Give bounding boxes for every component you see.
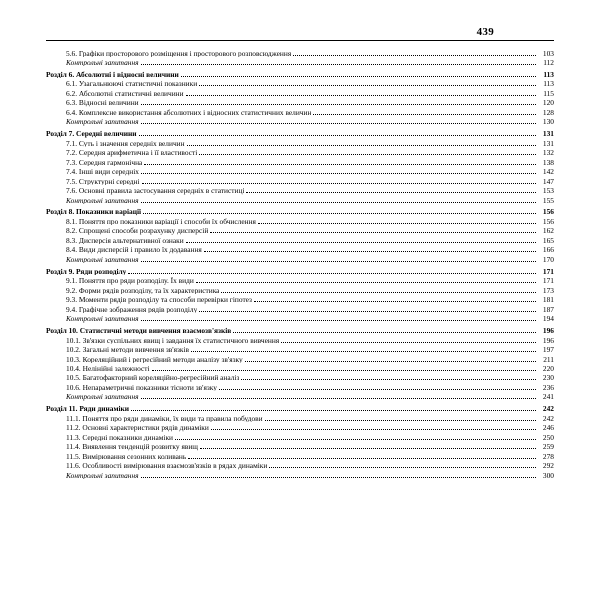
toc-entry-label: 10.5. Багатофакторний кореляційно-регресійний аналіз <box>66 374 240 382</box>
toc-entry-row[interactable] <box>46 80 554 89</box>
toc-entry-page: 196 <box>542 335 554 345</box>
toc-entry-page: 166 <box>542 245 554 255</box>
toc-entry-label: Контрольні запитання <box>66 59 139 67</box>
toc-entry-page: 211 <box>543 354 554 364</box>
header-rule <box>46 40 554 41</box>
toc-entry-label: Розділ 8. Показники варіації <box>46 208 142 216</box>
toc-entry-row[interactable] <box>46 227 554 236</box>
toc-leader-dots <box>233 332 536 333</box>
toc-leader-dots <box>199 85 536 86</box>
toc-entry-page: 156 <box>542 207 554 217</box>
toc-leader-dots <box>141 104 536 105</box>
toc-entry-label: 11.2. Основні характеристики рядів динаміки <box>66 424 209 432</box>
toc-entry-page: 236 <box>542 382 554 392</box>
toc-chapter-row[interactable] <box>46 70 554 79</box>
toc-leader-dots <box>144 164 536 165</box>
toc-entry-row[interactable] <box>46 149 554 158</box>
toc-entry-page: 112 <box>543 58 554 68</box>
toc-entry-page: 241 <box>542 392 554 402</box>
toc-chapter-row[interactable] <box>46 208 554 217</box>
toc-entry-page: 138 <box>542 157 554 167</box>
toc-entry-page: 181 <box>542 295 554 305</box>
toc-leader-dots <box>246 192 536 193</box>
toc-leader-dots <box>187 145 536 146</box>
toc-entry-page: 131 <box>542 129 554 139</box>
toc-entry-row[interactable] <box>46 433 554 442</box>
toc-entry-page: 173 <box>542 285 554 295</box>
toc-entry-row[interactable] <box>46 414 554 423</box>
toc-entry-row[interactable] <box>46 443 554 452</box>
toc-entry-row[interactable] <box>46 255 554 264</box>
toc-leader-dots <box>241 379 536 380</box>
toc-leader-dots <box>196 282 536 283</box>
toc-leader-dots <box>141 320 536 321</box>
toc-entry-label: Контрольні запитання <box>66 196 139 204</box>
toc-leader-dots <box>142 183 536 184</box>
toc-entry-row[interactable] <box>46 89 554 98</box>
toc-entry-row[interactable] <box>46 452 554 461</box>
toc-entry-label: Розділ 9. Ряди розподілу <box>46 267 127 276</box>
toc-leader-dots <box>141 123 536 124</box>
toc-entry-label: 8.4. Види дисперсій і правило їх додавання <box>66 246 202 254</box>
toc-entry-page: 113 <box>543 69 554 79</box>
toc-leader-dots <box>141 261 536 262</box>
toc-leader-dots <box>131 410 536 411</box>
toc-entry-label: 6.3. Відносні величини <box>66 99 139 107</box>
toc-entry-label: 10.4. Нелінійні залежності <box>66 365 150 373</box>
toc-leader-dots <box>141 477 536 478</box>
toc-entry-page: 147 <box>542 176 554 186</box>
toc-leader-dots <box>269 467 536 468</box>
toc-entry-page: 259 <box>542 442 554 452</box>
toc-entry-row[interactable] <box>46 393 554 402</box>
toc-entry-page: 194 <box>542 314 554 324</box>
toc-entry-page: 170 <box>542 254 554 264</box>
toc-entry-page: 103 <box>542 48 554 58</box>
toc-entry-row[interactable] <box>46 277 554 286</box>
toc-entry-row[interactable] <box>46 196 554 205</box>
toc-entry-row[interactable] <box>46 246 554 255</box>
toc-entry-page: 120 <box>542 98 554 108</box>
toc-entry-label: 8.1. Поняття про показники варіації і способи їх обчислення <box>66 217 256 226</box>
toc-entry-row[interactable] <box>46 217 554 226</box>
toc-chapter-row[interactable] <box>46 405 554 414</box>
toc-entry-row[interactable] <box>46 49 554 58</box>
toc-entry-label: 9.4. Графічне зображення рядів розподілу <box>66 305 198 314</box>
toc-entry-page: 230 <box>542 373 554 383</box>
toc-entry-label: 10.2. Загальні методи вивчення зв'язків <box>66 346 190 354</box>
toc-leader-dots <box>141 202 536 203</box>
toc-entry-row[interactable] <box>46 471 554 480</box>
toc-entry-label: 7.4. Інші види середніх <box>66 168 139 176</box>
toc-leader-dots <box>254 301 536 302</box>
toc-leader-dots <box>188 458 536 459</box>
toc-entry-label: 11.3. Середні показники динаміки <box>66 433 174 442</box>
toc-chapter-row[interactable] <box>46 267 554 276</box>
toc-entry-row[interactable] <box>46 99 554 108</box>
toc-leader-dots <box>199 154 536 155</box>
toc-entry-page: 292 <box>542 461 554 471</box>
toc-entry-row[interactable] <box>46 315 554 324</box>
toc-entry-label: 6.2. Абсолютні статистичні величини <box>66 89 184 98</box>
toc-entry-label: Розділ 11. Ряди динаміки <box>46 405 130 413</box>
toc-entry-label: 6.1. Узагальнюючі статистичні показники <box>66 80 198 88</box>
toc-leader-dots <box>181 76 536 77</box>
toc-entry-page: 278 <box>542 451 554 461</box>
toc-chapter-row[interactable] <box>46 327 554 336</box>
toc-entry-label: 11.6. Особливості вимірювання взаємозв'язків в рядах динаміки <box>66 462 268 470</box>
toc-entry-page: 130 <box>542 117 554 127</box>
toc-entry-row[interactable] <box>46 296 554 305</box>
toc-entry-row[interactable] <box>46 118 554 127</box>
toc-entry-page: 128 <box>542 107 554 117</box>
toc-entry-label: Контрольні запитання <box>66 393 139 401</box>
toc-leader-dots <box>281 342 536 343</box>
toc-entry-label: 7.2. Середня арифметична і її властивості <box>66 149 198 157</box>
toc-leader-dots <box>210 232 536 233</box>
toc-leader-dots <box>141 173 536 174</box>
toc-entry-row[interactable] <box>46 177 554 186</box>
toc-entry-label: 10.1. Зв'язки суспільних явищ і завдання їх статистичного вивчення <box>66 336 280 344</box>
toc-entry-label: 7.3. Середня гармонічна <box>66 158 143 167</box>
toc-entry-label: 10.3. Кореляційний і регресійний методи аналізу зв'язку <box>66 355 243 363</box>
toc-entry-row[interactable] <box>46 58 554 67</box>
toc-leader-dots <box>245 361 536 362</box>
toc-entry-label: Розділ 7. Середні величини <box>46 130 137 138</box>
toc-entry-row[interactable] <box>46 424 554 433</box>
toc-leader-dots <box>186 95 536 96</box>
toc-entry-label: 7.1. Суть і значення середніх величин <box>66 139 185 148</box>
toc-entry-row[interactable] <box>46 108 554 117</box>
toc-entry-row[interactable] <box>46 345 554 354</box>
toc-entry-row[interactable] <box>46 139 554 148</box>
toc-entry-label: Контрольні запитання <box>66 315 139 323</box>
toc-entry-row[interactable] <box>46 462 554 471</box>
table-of-contents <box>46 49 554 481</box>
toc-entry-label: 11.5. Вимірювання сезонних коливань <box>66 452 187 461</box>
toc-entry-label: Контрольні запитання <box>66 471 139 480</box>
toc-entry-label: 11.4. Виявлення тенденцій розвитку явищ <box>66 443 198 451</box>
toc-entry-row[interactable] <box>46 336 554 345</box>
toc-leader-dots <box>221 292 536 293</box>
toc-entry-page: 242 <box>542 404 554 414</box>
toc-entry-page: 142 <box>542 167 554 177</box>
toc-entry-page: 220 <box>542 364 554 373</box>
toc-entry-label: 8.2. Спрощені способи розрахунку дисперсій <box>66 227 209 235</box>
toc-entry-label: 7.5. Структурні середні <box>66 177 140 186</box>
toc-entry-page: 197 <box>542 345 554 355</box>
toc-entry-label: 8.3. Дисперсія альтернативної ознаки <box>66 236 184 245</box>
toc-entry-label: 10.6. Непараметричні показники тісноти зв'язку <box>66 383 217 392</box>
toc-entry-page: 246 <box>542 423 554 433</box>
toc-entry-label: 11.1. Поняття про ряди динаміки, їх види та правила побудови <box>66 414 263 423</box>
toc-leader-dots <box>175 439 536 440</box>
toc-entry-row[interactable] <box>46 374 554 383</box>
toc-entry-page: 131 <box>542 138 554 148</box>
toc-entry-label: 7.6. Основні правила застосування середніх в статистиці <box>66 187 245 195</box>
toc-entry-row[interactable] <box>46 286 554 295</box>
toc-entry-page: 155 <box>542 195 554 205</box>
toc-entry-label: Розділ 10. Статистичні методи вивчення взаємозв'язків <box>46 327 232 335</box>
toc-leader-dots <box>152 370 536 371</box>
toc-entry-label: 5.6. Графіки просторового розміщення і просторового розповсюдження <box>66 49 292 57</box>
toc-entry-row[interactable] <box>46 364 554 373</box>
toc-entry-page: 115 <box>543 88 554 98</box>
toc-chapter-row[interactable] <box>46 130 554 139</box>
toc-leader-dots <box>204 251 536 252</box>
toc-leader-dots <box>313 114 536 115</box>
toc-leader-dots <box>200 448 536 449</box>
page-number: 439 <box>476 26 494 38</box>
toc-entry-page: 153 <box>542 186 554 196</box>
toc-leader-dots <box>141 64 536 65</box>
toc-leader-dots <box>265 420 536 421</box>
toc-entry-page: 113 <box>543 79 554 89</box>
toc-leader-dots <box>211 429 536 430</box>
toc-leader-dots <box>139 135 536 136</box>
toc-entry-row[interactable] <box>46 305 554 314</box>
toc-leader-dots <box>258 223 536 224</box>
toc-leader-dots <box>141 398 536 399</box>
toc-entry-page: 196 <box>542 326 554 336</box>
toc-entry-row[interactable] <box>46 355 554 364</box>
toc-entry-row[interactable] <box>46 168 554 177</box>
toc-leader-dots <box>143 213 536 214</box>
toc-entry-label: Контрольні запитання <box>66 255 139 264</box>
toc-leader-dots <box>293 55 536 56</box>
toc-entry-page: 171 <box>542 276 554 286</box>
toc-entry-page: 165 <box>542 235 554 245</box>
toc-leader-dots <box>128 273 536 274</box>
toc-leader-dots <box>219 389 536 390</box>
toc-entry-row[interactable] <box>46 187 554 196</box>
toc-entry-row[interactable] <box>46 158 554 167</box>
toc-entry-page: 162 <box>542 226 554 236</box>
toc-entry-label: Контрольні запитання <box>66 118 139 126</box>
toc-entry-page: 132 <box>542 148 554 158</box>
toc-entry-row[interactable] <box>46 236 554 245</box>
toc-entry-page: 300 <box>542 470 554 480</box>
toc-entry-label: 9.2. Форми рядів розподілу, та їх характеристика <box>66 286 220 295</box>
toc-entry-label: Розділ 6. Абсолютні і відносні величини <box>46 70 179 79</box>
toc-entry-page: 156 <box>542 216 554 226</box>
toc-entry-label: 9.1. Поняття про ряди розподілу. Їх види <box>66 277 194 285</box>
toc-leader-dots <box>186 242 536 243</box>
toc-entry-label: 6.4. Комплексне використання абсолютних і відносних статистичних величин <box>66 108 312 117</box>
toc-entry-row[interactable] <box>46 383 554 392</box>
toc-leader-dots <box>199 311 536 312</box>
toc-entry-page: 242 <box>542 413 554 423</box>
toc-entry-page: 171 <box>542 266 554 276</box>
toc-leader-dots <box>191 351 536 352</box>
toc-entry-page: 250 <box>542 432 554 442</box>
toc-entry-page: 187 <box>542 304 554 314</box>
toc-entry-label: 9.3. Моменти рядів розподілу та способи перевірки гіпотез <box>66 296 252 304</box>
